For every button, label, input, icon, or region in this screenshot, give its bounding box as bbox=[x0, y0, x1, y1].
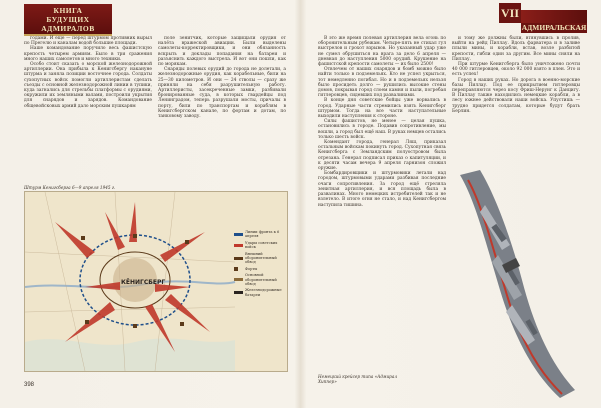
paragraph: годами. И еще — перед штурмом противник вырыл по Прегелю и каналам водой большие площади. bbox=[24, 36, 152, 47]
paragraph: В это же время полевая артиллерия вела огонь по оборонительным рубежам. Четыре-пять не стихал гул выстрелов и грохот взрывов. Но указанный удар уже не сумел обрушиться на врага за дело 6 апреля — дневная до наступления 5000 орудий. Крушение на фашистской крепости самолеты — их было 2500! bbox=[318, 36, 446, 68]
map-legend bbox=[234, 230, 286, 299]
chapter-number: VII bbox=[499, 3, 521, 23]
page-number: 398 bbox=[24, 382, 35, 388]
city-label: КЁНИГСБЕРГ bbox=[121, 279, 166, 286]
book-title-line3: АДМИРАЛОВ bbox=[41, 24, 95, 33]
ship-caption: Немецкий крейсер типа «Адмирал Хиппер» bbox=[318, 374, 398, 384]
legend-item: Удары советских войск bbox=[234, 241, 286, 250]
chapter-title: АДМИРАЛЬСКАЯ bbox=[521, 23, 587, 32]
legend-item: Форты bbox=[234, 267, 286, 271]
paragraph: В конце дня советские бойцы уже ворвались в город. Ударные части стремились взять Кенигсберг штурмом. Тогда на все части наступательные выходили наступления к стороне. bbox=[318, 98, 446, 120]
map-caption: Штурм Кенигсберга 6—9 апреля 1945 г. bbox=[24, 185, 116, 190]
book-title-header bbox=[24, 4, 112, 36]
paragraph: Наше командование поручило весь фашистскую крепость четырем армиям. Было в три сражения много наших самолетов и много техники. bbox=[24, 46, 152, 62]
chapter-header bbox=[499, 3, 587, 33]
legend-item: Внешний оборонительный обвод bbox=[234, 252, 286, 265]
book-title-line1: КНИГА bbox=[53, 6, 83, 15]
legend-item: Линии фронта к 6 апреля bbox=[234, 230, 286, 239]
paragraph: Снаряды полевых орудий до города не долетали, а железнодорожные орудия, как корабельные, били на 25—30 километров. И они — 24 стволы — сразу же приняли на себя разрушительную работу. Артиллеристы, засекреченные замки, разбивали бронированные суда, в которых гвардейцы под Ленинградом, теперь разрушали мосты, причалы в порту, били по транспортам и кораблям в Кенигсбергском канале, по фортам и дотам, по танковому заводу. bbox=[158, 67, 286, 120]
legend-item: Железнодорожные батареи bbox=[234, 288, 286, 297]
paragraph: Отвлечем от наших снарядов и бомб можно было найти только в подземельях. Кто не успел укрыться, тот немедленно погибал. Но и в подземельях нельзя было просидеть долго — рушились высокие стены домов, покрывая город слоем камня и пыли, погребая гитлеровцев, сидевших под развалинами. bbox=[318, 67, 446, 99]
text-column-1 bbox=[24, 36, 152, 184]
text-column-3 bbox=[318, 36, 446, 374]
text-column-2 bbox=[158, 36, 286, 184]
legend-item: Основной оборонительный обвод bbox=[234, 273, 286, 286]
paragraph: Бомбардировщики и штурмовики летали над городом, штурмовыми ударами разбивая последние очаги сопротивления. За город ещё стреляла зенитная артиллерия, и вся площадь была в развалинах. Много немецких истребителей так и не взлетело. В итоге огня не стало, и над Кенигсбергом наступила тишина. bbox=[318, 171, 446, 208]
paragraph: Комендант города, генерал Ляш, приказал остальным войскам покинуть город. Сухопутная связь Кенигсберга с Земландским полуостровом была отрезана. Генерал подписал приказ о капитуляции, и к десяти часам вечера 9 апреля гарнизон сложил оружие. bbox=[318, 140, 446, 172]
chapter-bar bbox=[521, 10, 587, 23]
paragraph: и тому же должны были, втянувшись в пролив, выйти на рейд Пиллау. Вдоль фарватера и в заливе плыли мины, и корабли, встав, возле разбитой крепости, гибли один за другим. Все мины сняли на Пиллау. bbox=[452, 36, 580, 62]
paragraph: Особо стоит сказать о морской железнодорожной артиллерии. Она прибыла к Кенигсбергу накануне штурма и заняла позиции восточнее города. Солдаты сухопутных войск помогли артиллеристам сделать съезды с основной железнодорожной линии в тупики, куда загнались для стрельбы платформы с орудиями, окружили их земляными валами, построили укрытия для снарядов и зарядов. Командование общевойсковых армий дало морским пушкарям bbox=[24, 62, 152, 109]
text-column-4 bbox=[452, 36, 580, 166]
cruiser-illustration bbox=[440, 170, 590, 402]
paragraph: Город в наших руках. Но дорога в военно-морские базы Пиллау. Под ее прикрытием гитлеровцы переправляются через косу Фриш-Нерунг к Данцигу. В Пиллау также находились немецкие корабли, а в лесу южнее действовали наши войска. Упустишь — трудно придется солдатам, которые будут брать Берлин. bbox=[452, 77, 580, 114]
paragraph: При штурме Кенигсберга было уничтожено почти 40 000 гитлеровцев, около 92 000 взято в плен. Это и есть успех! bbox=[452, 62, 580, 78]
paragraph: поле зенитчик, которые защищали орудия от налёта вражеской авиации. Были выделены самолеты-корректировщики, и они обязанность вскрыть и доклады попадания на батареи и разъяснить каждого выстрела. И вот они пошли, как по морякам. bbox=[158, 36, 286, 68]
cruiser-graphic bbox=[440, 170, 590, 402]
paragraph: Силы фашистов, не менее — целая пушка, остановились в городе. Подавив сопротивление, мы вошли, а город был ещё наш. В руках немцев остались только шесть войск. bbox=[318, 119, 446, 140]
book-title-line2: БУДУЩИХ bbox=[46, 15, 90, 24]
